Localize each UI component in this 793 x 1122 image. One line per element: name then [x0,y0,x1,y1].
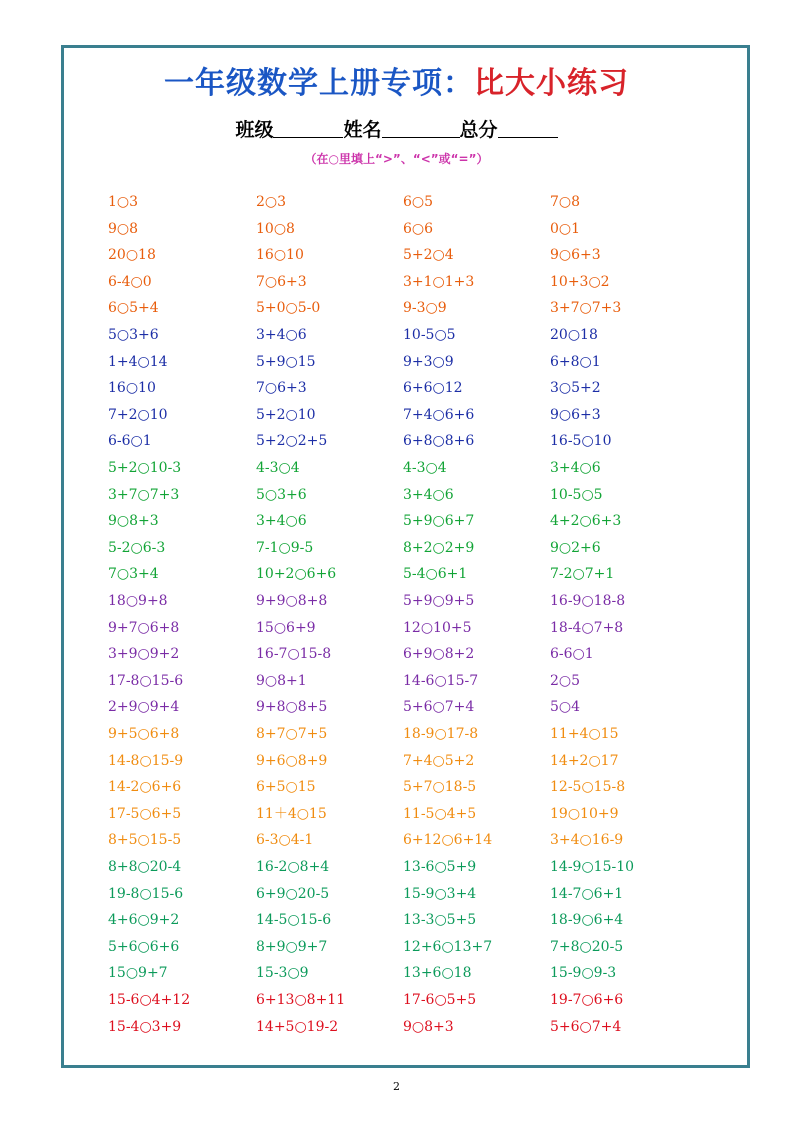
exercise-item[interactable]: 5○3+6 [256,486,307,503]
exercise-item[interactable]: 3+1○1+3 [403,273,475,290]
exercise-item[interactable]: 19○10+9 [550,805,619,822]
exercise-item[interactable]: 7○6+3 [256,273,307,290]
exercise-item[interactable]: 6+13○8+11 [256,992,346,1008]
student-info-line [0,115,793,142]
exercise-item[interactable]: 3+7○7+3 [550,300,622,317]
exercise-item[interactable]: 7-2○7+1 [550,566,615,583]
exercise-item[interactable]: 5+9○6+7 [403,513,475,530]
exercise-item[interactable]: 8+7○7+5 [256,726,328,742]
exercise-item[interactable]: 14+2○17 [550,752,619,769]
score-label: 总分 [459,119,498,141]
exercise-item[interactable]: 7-1○9-5 [256,539,314,556]
exercise-item[interactable]: 8+2○2+9 [403,539,475,556]
exercise-item[interactable]: 5+9○9+5 [403,593,475,609]
exercise-item[interactable]: 3+4○16-9 [550,832,624,849]
exercise-item[interactable]: 5+6○7+4 [550,1018,622,1035]
exercise-item[interactable]: 9○8 [108,220,139,237]
exercise-item[interactable]: 18-9○6+4 [550,912,624,929]
exercise-item[interactable]: 20○18 [108,247,156,264]
exercise-item[interactable]: 7+4○5+2 [403,752,475,769]
exercise-item[interactable]: 7○3+4 [108,566,159,583]
exercise-item[interactable]: 18○9+8 [108,593,168,609]
score-blank[interactable] [498,119,558,138]
exercise-item[interactable]: 11+4○15 [550,726,619,742]
exercise-item[interactable]: 9+6○8+9 [256,752,328,769]
exercise-item[interactable]: 6+9○20-5 [256,885,330,902]
exercise-item[interactable]: 2+9○9+4 [108,699,180,716]
exercise-item[interactable]: 13-3○5+5 [403,912,477,929]
exercise-item[interactable]: 5+2○10-3 [108,460,182,476]
exercise-item[interactable]: 5○4 [550,699,581,716]
exercise-item[interactable]: 19-8○15-6 [108,885,184,902]
exercise-item[interactable]: 9+3○9 [403,353,454,370]
name-label: 姓名 [343,119,382,141]
exercise-item[interactable]: 14-5○15-6 [256,912,332,929]
exercise-item[interactable]: 3+4○6 [550,460,601,476]
exercise-item[interactable]: 14-7○6+1 [550,885,624,902]
exercise-item[interactable]: 6-3○4-1 [256,832,314,849]
exercise-item[interactable]: 16-2○8+4 [256,859,330,875]
title-part-blue: 一年级数学上册专项： [164,66,474,101]
exercise-item[interactable]: 5○3+6 [108,327,159,343]
exercise-item[interactable]: 6+6○12 [403,380,463,397]
exercise-item[interactable]: 5-4○6+1 [403,566,468,583]
exercise-item[interactable]: 10○8 [256,220,295,237]
exercise-item[interactable]: 5-2○6-3 [108,539,166,556]
exercise-item[interactable]: 6+8○1 [550,353,601,370]
exercise-item[interactable]: 1○3 [108,194,139,210]
exercise-item[interactable]: 8+9○9+7 [256,938,328,955]
exercise-item[interactable]: 16○10 [256,247,304,264]
exercise-item[interactable]: 3○5+2 [550,380,601,397]
exercise-item[interactable]: 3+7○7+3 [108,486,180,503]
exercise-item[interactable]: 16-9○18-8 [550,593,626,609]
exercise-item[interactable]: 5+9○15 [256,353,316,370]
exercise-item[interactable]: 14-2○6+6 [108,779,182,796]
exercise-item[interactable]: 6-6○1 [108,433,152,450]
exercise-item[interactable]: 10+3○2 [550,273,610,290]
exercise-item[interactable]: 7○8 [550,194,581,210]
exercise-item[interactable]: 15-9○3+4 [403,885,477,902]
exercise-item[interactable]: 10-5○5 [403,327,456,343]
exercise-item[interactable]: 17-6○5+5 [403,992,477,1008]
exercise-item[interactable]: 7+2○10 [108,406,168,423]
exercise-item[interactable]: 9+9○8+8 [256,593,328,609]
exercise-item[interactable]: 6○5 [403,194,434,210]
exercise-item[interactable]: 20○18 [550,327,598,343]
exercise-item[interactable]: 12-5○15-8 [550,779,626,796]
exercise-item[interactable]: 5+0○5-0 [256,300,321,317]
exercise-item[interactable]: 5+6○7+4 [403,699,475,716]
title-part-red: 比大小练习 [474,66,629,101]
exercise-item[interactable]: 18-9○17-8 [403,726,479,742]
exercise-item[interactable]: 9○6+3 [550,247,601,264]
exercise-item[interactable]: 9○8+3 [403,1018,454,1035]
exercise-item[interactable]: 7○6+3 [256,380,307,397]
exercise-item[interactable]: 3+4○6 [256,327,307,343]
exercise-item[interactable]: 13-6○5+9 [403,859,477,875]
name-blank[interactable] [382,119,460,138]
exercise-item[interactable]: 12○10+5 [403,619,472,636]
exercise-item[interactable]: 15○9+7 [108,965,168,982]
exercise-item[interactable]: 9+8○8+5 [256,699,328,716]
exercise-item[interactable]: 5+2○2+5 [256,433,328,450]
class-label: 班级 [235,119,274,141]
exercise-item[interactable]: 13+6○18 [403,965,472,982]
exercise-item[interactable]: 18-4○7+8 [550,619,624,636]
exercise-item[interactable]: 2○3 [256,194,287,210]
exercise-item[interactable]: 7+8○20-5 [550,938,624,955]
exercise-item[interactable]: 17-5○6+5 [108,805,182,822]
exercise-item[interactable]: 9+5○6+8 [108,726,180,742]
exercise-item[interactable]: 6+12○6+14 [403,832,493,849]
exercise-item[interactable]: 8+8○20-4 [108,859,182,875]
exercise-item[interactable]: 6-4○0 [108,273,152,290]
exercise-item[interactable]: 14-6○15-7 [403,672,479,689]
exercise-item[interactable]: 6+8○8+6 [403,433,475,450]
exercise-item[interactable]: 6+5○15 [256,779,316,796]
exercise-item[interactable]: 5+2○4 [403,247,454,264]
exercise-item[interactable]: 6○6 [403,220,434,237]
exercise-item[interactable]: 11-5○4+5 [403,805,477,822]
exercise-item[interactable]: 6-6○1 [550,646,594,663]
exercise-item[interactable]: 17-8○15-6 [108,672,184,689]
exercise-item[interactable]: 14-8○15-9 [108,752,184,769]
exercise-item[interactable]: 11＋4○15 [256,805,327,822]
exercise-item[interactable]: 6○5+4 [108,300,159,317]
exercise-item[interactable]: 9○6+3 [550,406,601,423]
exercise-item[interactable]: 9○8+3 [108,513,159,530]
exercise-item[interactable]: 3+9○9+2 [108,646,180,663]
exercise-item[interactable]: 12+6○13+7 [403,938,493,955]
exercise-item[interactable]: 4-3○4 [403,460,447,476]
exercise-item[interactable]: 2○5 [550,672,581,689]
exercise-item[interactable]: 5+2○10 [256,406,316,423]
worksheet-title [0,58,793,102]
class-blank[interactable] [273,119,343,138]
exercise-item[interactable]: 4+2○6+3 [550,513,622,530]
exercise-item[interactable]: 15-3○9 [256,965,309,982]
exercise-item[interactable]: 15○6+9 [256,619,316,636]
exercise-item[interactable]: 19-7○6+6 [550,992,624,1008]
exercise-item[interactable]: 16-5○10 [550,433,612,450]
exercise-item[interactable]: 9○8+1 [256,672,307,689]
exercise-item[interactable]: 3+4○6 [403,486,454,503]
exercise-item[interactable]: 4+6○9+2 [108,912,180,929]
exercise-item[interactable]: 8+5○15-5 [108,832,182,849]
exercise-item[interactable]: 3+4○6 [256,513,307,530]
exercise-item[interactable]: 7+4○6+6 [403,406,475,423]
exercise-item[interactable]: 14-9○15-10 [550,859,635,875]
exercise-item[interactable]: 15-9○9-3 [550,965,617,982]
exercise-item[interactable]: 5+7○18-5 [403,779,477,796]
exercise-item[interactable]: 6+9○8+2 [403,646,475,663]
exercise-item[interactable]: 16-7○15-8 [256,646,332,663]
exercise-item[interactable]: 16○10 [108,380,156,397]
exercise-item[interactable]: 1+4○14 [108,353,168,370]
exercise-item[interactable]: 5+6○6+6 [108,938,180,955]
instruction-text: （在○里填上“>”、“<”或“=”） [304,152,489,166]
exercise-item[interactable]: 10+2○6+6 [256,566,337,583]
exercise-item[interactable]: 15-4○3+9 [108,1018,182,1035]
exercise-item[interactable]: 14+5○19-2 [256,1018,339,1035]
exercise-item[interactable]: 9-3○9 [403,300,447,317]
exercise-item[interactable]: 9+7○6+8 [108,619,180,636]
exercise-item[interactable]: 15-6○4+12 [108,992,191,1008]
exercise-item[interactable]: 9○2+6 [550,539,601,556]
page-number: 2 [393,1080,400,1093]
exercise-item[interactable]: 10-5○5 [550,486,603,503]
exercise-item[interactable]: 0○1 [550,220,581,237]
exercise-item[interactable]: 4-3○4 [256,460,300,476]
